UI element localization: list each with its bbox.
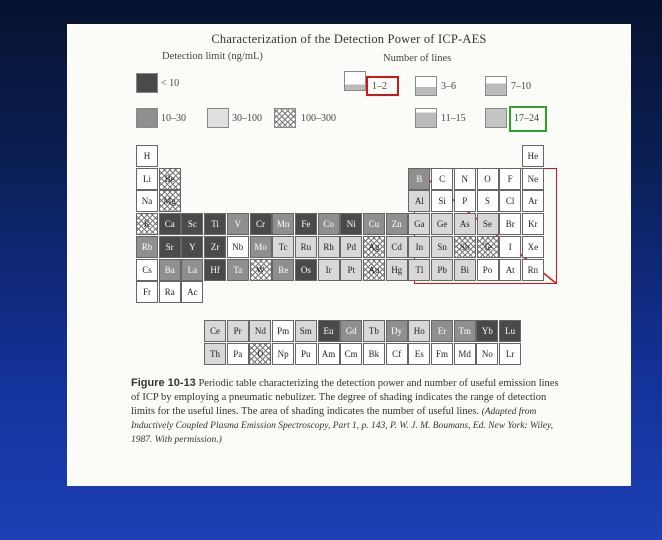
element-ru: Ru	[295, 236, 317, 258]
element-mn: Mn	[272, 213, 294, 235]
element-np: Np	[272, 343, 294, 365]
element-os: Os	[295, 259, 317, 281]
lines-swatch-7-10	[485, 76, 507, 96]
element-es: Es	[408, 343, 430, 365]
element-fm: Fm	[431, 343, 453, 365]
element-er: Er	[431, 320, 453, 342]
figure-title: Characterization of the Detection Power of ICP-AES	[211, 32, 487, 46]
element-h: H	[136, 145, 158, 167]
element-hf: Hf	[204, 259, 226, 281]
element-rh: Rh	[318, 236, 340, 258]
element-s: S	[477, 190, 499, 212]
element-ce: Ce	[204, 320, 226, 342]
lines-label-17-24: 17–24	[514, 113, 539, 124]
element-th: Th	[204, 343, 226, 365]
element-tc: Tc	[272, 236, 294, 258]
element-ge: Ge	[431, 213, 453, 235]
element-al: Al	[408, 190, 430, 212]
element-pu: Pu	[295, 343, 317, 365]
legend-label-lt10: < 10	[161, 78, 180, 89]
element-tm: Tm	[454, 320, 476, 342]
element-u: U	[249, 343, 271, 365]
element-fe: Fe	[295, 213, 317, 235]
element-kr: Kr	[522, 213, 544, 235]
lines-label-1-2: 1–2	[372, 81, 387, 92]
caption-text: Periodic table characterizing the detection power and number of useful emission lines of ICP by employing a pneumatic nebulizer. The degree of shading indicates the range of detection limits for the useful lines. The area of shading indicates the number of useful lines.	[131, 378, 559, 417]
element-ga: Ga	[408, 213, 430, 235]
element-i: I	[499, 236, 521, 258]
element-ac: Ac	[181, 281, 203, 303]
lines-swatch-1-2	[344, 71, 366, 91]
element-pr: Pr	[227, 320, 249, 342]
legend-swatch-100-300	[274, 108, 296, 128]
element-hg: Hg	[386, 259, 408, 281]
legend-label-10-30: 10–30	[161, 113, 186, 124]
element-tl: Tl	[408, 259, 430, 281]
element-rn: Rn	[522, 259, 544, 281]
element-y: Y	[181, 236, 203, 258]
element-ca: Ca	[159, 213, 181, 235]
element-sb: Sb	[454, 236, 476, 258]
element-gd: Gd	[340, 320, 362, 342]
element-zn: Zn	[386, 213, 408, 235]
element-xe: Xe	[522, 236, 544, 258]
element-zr: Zr	[204, 236, 226, 258]
number-of-lines-label: Number of lines	[383, 53, 452, 64]
element-cd: Cd	[386, 236, 408, 258]
element-fr: Fr	[136, 281, 158, 303]
element-as: As	[454, 213, 476, 235]
element-ra: Ra	[159, 281, 181, 303]
element-po: Po	[477, 259, 499, 281]
element-la: La	[181, 259, 203, 281]
element-k: K	[136, 213, 158, 235]
element-n: N	[454, 168, 476, 190]
element-sm: Sm	[295, 320, 317, 342]
element-no: No	[476, 343, 498, 365]
element-au: Au	[363, 259, 385, 281]
element-he: He	[522, 145, 544, 167]
element-w: W	[250, 259, 272, 281]
lines-swatch-11-15	[415, 108, 437, 128]
element-ba: Ba	[159, 259, 181, 281]
legend-swatch-lt10	[136, 73, 158, 93]
element-li: Li	[136, 168, 158, 190]
element-ag: Ag	[363, 236, 385, 258]
element-sn: Sn	[431, 236, 453, 258]
element-lr: Lr	[499, 343, 521, 365]
element-br: Br	[499, 213, 521, 235]
element-ar: Ar	[522, 190, 544, 212]
element-cl: Cl	[499, 190, 521, 212]
element-am: Am	[318, 343, 340, 365]
element-bk: Bk	[363, 343, 385, 365]
lines-swatch-17-24	[485, 108, 507, 128]
element-eu: Eu	[318, 320, 340, 342]
figure-caption	[131, 376, 561, 447]
element-in: In	[408, 236, 430, 258]
element-c: C	[431, 168, 453, 190]
lines-label-3-6: 3–6	[441, 81, 456, 92]
element-te: Te	[477, 236, 499, 258]
element-ta: Ta	[227, 259, 249, 281]
element-na: Na	[136, 190, 158, 212]
element-pb: Pb	[431, 259, 453, 281]
legend-swatch-10-30	[136, 108, 158, 128]
element-cr: Cr	[250, 213, 272, 235]
element-be: Be	[159, 168, 181, 190]
element-lu: Lu	[499, 320, 521, 342]
element-f: F	[499, 168, 521, 190]
element-p: P	[454, 190, 476, 212]
element-dy: Dy	[386, 320, 408, 342]
element-o: O	[477, 168, 499, 190]
element-ti: Ti	[204, 213, 226, 235]
caption-label: Figure 10-13	[131, 377, 196, 389]
element-ni: Ni	[340, 213, 362, 235]
element-ir: Ir	[318, 259, 340, 281]
element-sr: Sr	[159, 236, 181, 258]
element-ho: Ho	[408, 320, 430, 342]
element-re: Re	[272, 259, 294, 281]
element-cf: Cf	[386, 343, 408, 365]
element-sc: Sc	[181, 213, 203, 235]
element-se: Se	[477, 213, 499, 235]
element-rb: Rb	[136, 236, 158, 258]
detection-limit-label: Detection limit (ng/mL)	[162, 51, 263, 62]
element-co: Co	[318, 213, 340, 235]
element-bi: Bi	[454, 259, 476, 281]
lines-label-7-10: 7–10	[511, 81, 531, 92]
element-ne: Ne	[522, 168, 544, 190]
element-tb: Tb	[363, 320, 385, 342]
element-cu: Cu	[363, 213, 385, 235]
element-pm: Pm	[272, 320, 294, 342]
element-cs: Cs	[136, 259, 158, 281]
element-cm: Cm	[340, 343, 362, 365]
caption-source: (Adapted from Inductively Coupled Plasma Emission Spectroscopy, Part 1, p. 143, P. W. J. M. Boumans, Ed. New York: Wiley, 1987. With permission.)	[131, 407, 554, 445]
element-md: Md	[454, 343, 476, 365]
lines-label-11-15: 11–15	[441, 113, 466, 124]
element-pt: Pt	[340, 259, 362, 281]
element-mg: Mg	[159, 190, 181, 212]
element-v: V	[227, 213, 249, 235]
element-nb: Nb	[227, 236, 249, 258]
element-mo: Mo	[250, 236, 272, 258]
element-pa: Pa	[227, 343, 249, 365]
element-b: B	[408, 168, 430, 190]
legend-label-100-300: 100–300	[301, 113, 336, 124]
figure-image	[67, 24, 631, 486]
element-at: At	[499, 259, 521, 281]
element-pd: Pd	[340, 236, 362, 258]
highlight-box-green	[509, 106, 547, 132]
element-yb: Yb	[476, 320, 498, 342]
element-si: Si	[431, 190, 453, 212]
lines-swatch-3-6	[415, 76, 437, 96]
element-nd: Nd	[249, 320, 271, 342]
highlight-box-red	[366, 76, 399, 96]
legend-swatch-30-100	[207, 108, 229, 128]
legend-label-30-100: 30–100	[232, 113, 262, 124]
